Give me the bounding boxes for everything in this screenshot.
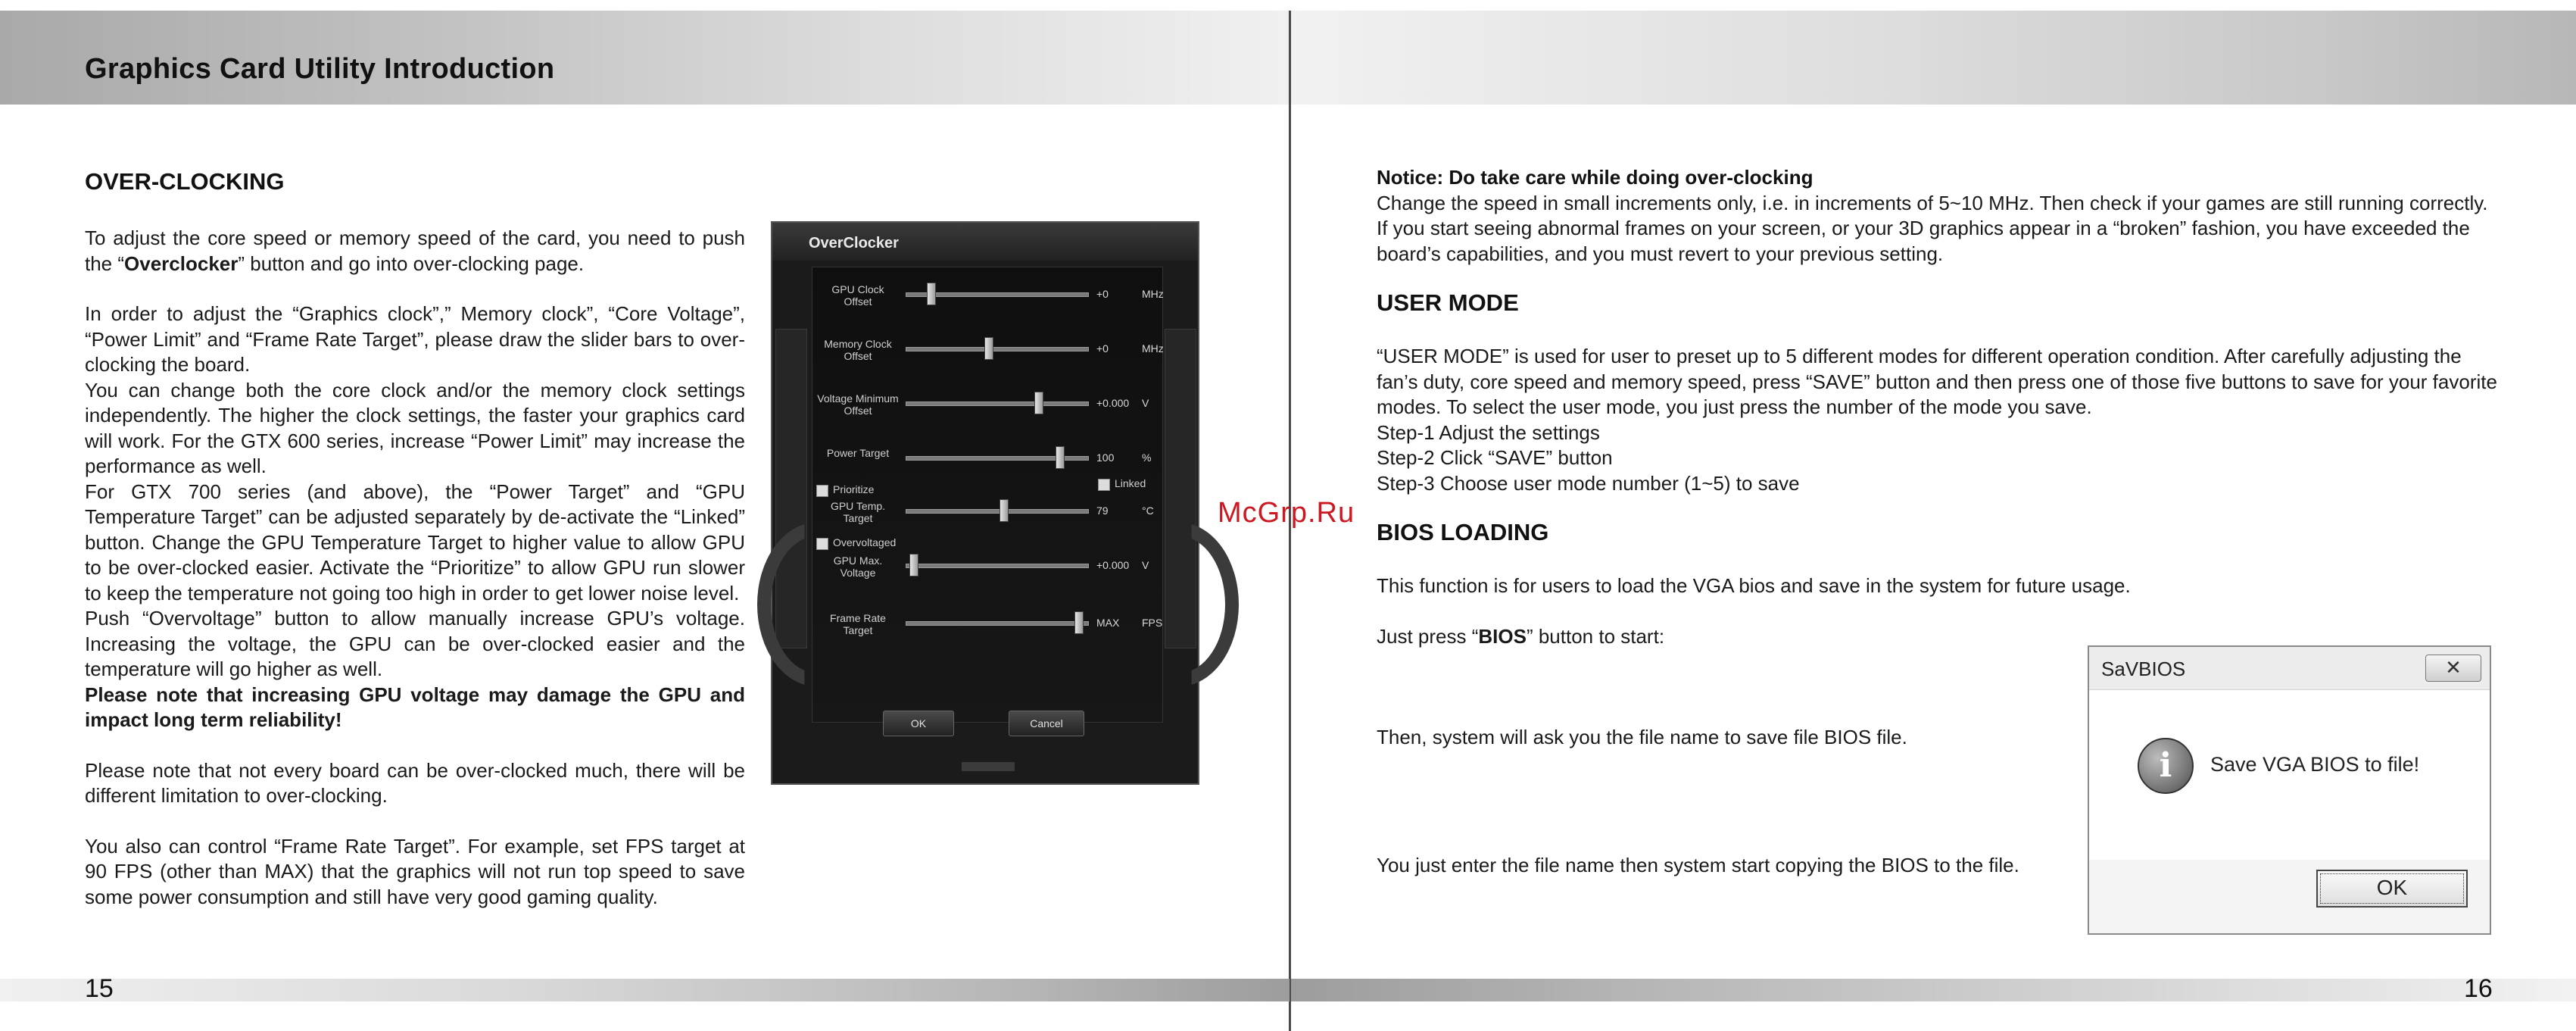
slider-thumb[interactable] [1056,446,1065,469]
slider-value: 79 [1096,505,1109,517]
footer-band-right [1291,979,2576,1001]
slider-thumb[interactable] [984,337,993,360]
overclocker-term: Overclocker [124,252,239,275]
frame-rate-note: You also can control “Frame Rate Target”. For example, set FPS target at 90 FPS (other than MAX) that the graphics will not run top speed to save some power consumption and still have very good gaming quality. [85,834,745,908]
overvoltage-text: Push “Overvoltage” button to allow manually increase GPU’s voltage. Increasing the voltage, the GPU can be over-clocked easier and the temperature will go higher as well. [85,607,745,680]
slider-label: Power Target [826,447,890,459]
bios-loading-heading: BIOS LOADING [1377,519,1549,545]
step-1: Step-1 Adjust the settings [1377,420,1600,444]
slider-value: +0 [1096,342,1109,355]
bios-term: BIOS [1478,624,1527,648]
slider-unit: MHz [1142,342,1164,355]
left-page-content [85,168,745,910]
ok-button[interactable]: OK [883,711,954,736]
linked-checkbox[interactable] [1098,479,1110,491]
overvoltaged-checkbox[interactable] [816,538,828,550]
slider-label: Memory Clock Offset [824,338,892,362]
slider-value: 100 [1096,451,1115,464]
prioritize-label: Prioritize [833,483,875,495]
slider-value: +0 [1096,288,1109,300]
clock-settings-text: You can change both the core clock and/or the memory clock settings independently. The higher the clock settings, the faster your graphics card will work. For the GTX 600 series, increase “Power Limit” may increase the performance as well. [85,378,745,477]
page-number-left: 15 [85,974,114,1003]
page-number-right: 16 [2464,974,2493,1003]
gtx700-text: For GTX 700 series (and above), the “Power Target” and “GPU Temperature Target” can be adjusted separately by de-activate the “Linked” button. Change the GPU Temperature Target to higher value to allow GPU to be over-clocked easier. Activate the “Prioritize” to allow GPU run slower to keep the temperature not going too high in order to get lower noise level. [85,480,745,605]
overclocking-intro [85,226,745,276]
bios-ask-text: Then, system will ask you the file name to save file BIOS file. [1377,726,1907,748]
dialog-title: SaVBIOS [2101,658,2186,680]
limitation-note: Please note that not every board can be over-clocked much, there will be different limitation to over-clocking. [85,758,745,807]
notice-heading: Notice: Do take care while doing over-clocking [1377,166,1813,189]
slider-label: GPU Max. Voltage [833,555,883,579]
step-2: Step-2 Click “SAVE” button [1377,446,1613,469]
overvoltaged-label: Overvoltaged [833,536,897,548]
step-3: Step-3 Choose user mode number (1~5) to save [1377,471,1800,495]
slider-label: GPU Clock Offset [831,283,884,308]
bios-enter-text: You just enter the file name then system start copying the BIOS to the file. [1377,853,2019,876]
slider-track[interactable] [906,509,1089,514]
dialog-ok-button[interactable]: OK [2316,870,2468,908]
slider-unit: % [1142,451,1152,464]
overclocking-heading: OVER-CLOCKING [85,168,285,195]
slider-thumb[interactable] [927,283,936,305]
bios-press-post: ” button to start: [1526,624,1665,648]
slider-unit: V [1142,559,1149,571]
slider-track[interactable] [906,401,1089,406]
slider-label: Frame Rate Target [830,612,886,636]
notice-text: Change the speed in small increments only, i.e. in increments of 5~10 MHz. Then check if your games are still running correctly. If you start seeing abnormal frames on your screen, or your 3D graphics appear in a “broken” fashion, you have exceeded the board’s capabilities, and you must revert to your previous setting. [1377,191,2488,265]
user-mode-text: “USER MODE” is used for user to preset up to 5 different modes for different operation condition. After carefully adjusting the fan’s duty, core speed and memory speed, press “SAVE” button and then press one of those five buttons to save for your favorite modes. To select the user mode, you just press the number of the mode you save. [1377,345,2497,418]
slider-unit: °C [1142,505,1154,517]
voltage-warning-bold: Please note that increasing GPU voltage may damage the GPU and impact long term reliability! [85,683,745,731]
slider-instructions: In order to adjust the “Graphics clock”,” Memory clock”, “Core Voltage”, “Power Limit” and “Frame Rate Target”, please draw the slider bars to over-clocking the board. [85,302,745,376]
savbios-dialog [2088,645,2491,935]
bios-loading-text: This function is for users to load the VGA bios and save in the system for future usage. [1377,574,2131,597]
slider-thumb[interactable] [1000,499,1009,522]
slider-thumb[interactable] [909,554,918,576]
slider-track[interactable] [906,564,1089,568]
page-title: Graphics Card Utility Introduction [85,53,555,85]
overclocker-title: OverClocker [809,235,899,252]
slider-value: +0.000 [1096,397,1130,409]
prioritize-checkbox[interactable] [816,485,828,497]
info-icon: i [2138,738,2194,794]
slider-track[interactable] [906,347,1089,351]
slider-unit: FPS [1142,617,1163,629]
slider-unit: V [1142,397,1149,409]
slider-label: GPU Temp. Target [830,500,886,524]
linked-label: Linked [1115,477,1146,489]
slider-thumb[interactable] [1034,392,1043,414]
overclocker-panel [771,221,1199,785]
bottom-grip [962,762,1015,771]
slider-track[interactable] [906,621,1089,626]
slider-label: Voltage Minimum Offset [817,392,899,417]
intro-text: To adjust the core speed or memory speed of the card, you need to push the “ [85,227,745,275]
slider-value: +0.000 [1096,559,1130,571]
voltage-warning [85,683,745,733]
cancel-button[interactable]: Cancel [1009,711,1084,736]
user-mode-heading: USER MODE [1377,289,1519,316]
footer-band-left [0,979,1290,1001]
slider-unit: MHz [1142,288,1164,300]
header-band-right [1291,11,2576,105]
slider-value: MAX [1096,617,1120,629]
dialog-message: Save VGA BIOS to file! [2210,753,2420,776]
slider-thumb[interactable] [1074,611,1084,634]
watermark: McGrp.Ru [1218,497,1355,529]
close-icon[interactable]: ✕ [2425,655,2481,682]
bios-press-pre: Just press “ [1377,624,1479,648]
intro-text-end: ” button and go into over-clocking page. [238,252,585,275]
